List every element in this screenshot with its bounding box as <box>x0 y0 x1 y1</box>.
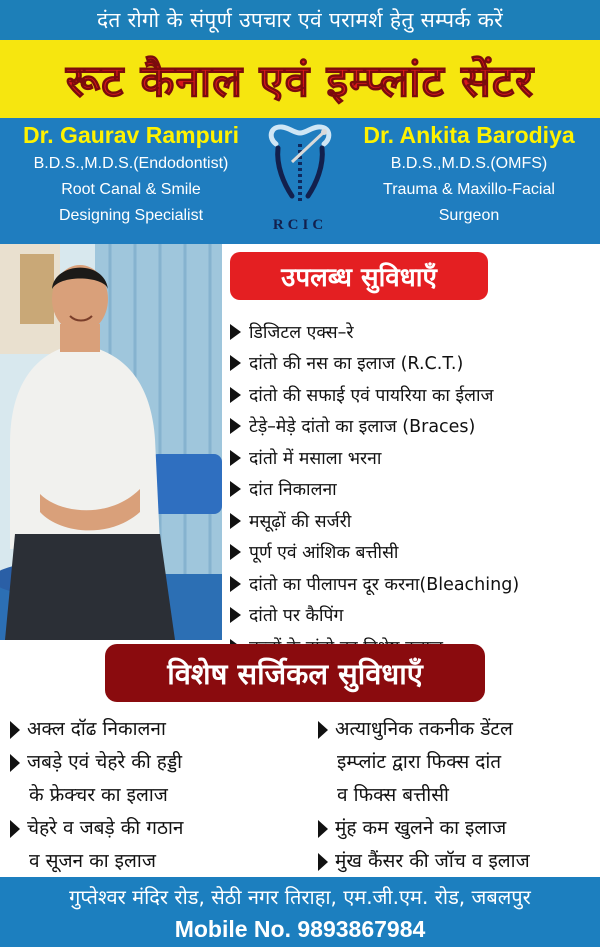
facility-item <box>230 316 519 348</box>
tooth-logo-icon <box>262 122 338 218</box>
doctor-name: Dr. Ankita Barodiya <box>363 122 575 148</box>
clinic-name: रूट कैनाल एवं इम्प्लांट सेंटर <box>65 56 535 107</box>
surgical-item <box>10 713 183 746</box>
mobile-number: Mobile No. 9893867984 <box>174 916 426 942</box>
surgical-list-left <box>10 713 183 878</box>
bullet-triangle-icon <box>230 450 241 466</box>
facility-item <box>230 537 519 569</box>
facility-item <box>230 505 519 537</box>
facility-item <box>230 442 519 474</box>
bullet-triangle-icon <box>318 721 328 739</box>
facility-text: मसूढ़ों की सर्जरी <box>249 511 352 532</box>
surgical-text: मुंख कैंसर की जॉच व इलाज <box>335 850 530 872</box>
address: गुप्तेश्वर मंदिर रोड, सेठी नगर तिराहा, एम.जी.एम. रोड, जबलपुर <box>69 885 531 909</box>
doctor-card-left <box>0 122 262 229</box>
facility-item <box>230 474 519 506</box>
surgical-item <box>318 845 530 878</box>
bullet-triangle-icon <box>230 324 241 340</box>
facilities-panel <box>222 244 600 640</box>
facility-text: दांतो की सफाई एवं पायरिया का ईलाज <box>249 385 494 406</box>
surgical-list-right <box>318 713 530 878</box>
surgical-text: व सूजन का इलाज <box>29 850 156 872</box>
surgical-text: अक्ल दॉढ निकालना <box>27 718 166 740</box>
surgical-text: मुंह कम खुलने का इलाज <box>335 817 507 839</box>
bullet-triangle-icon <box>230 576 241 592</box>
bullet-triangle-icon <box>10 721 20 739</box>
footer <box>0 877 600 947</box>
bullet-triangle-icon <box>10 754 20 772</box>
bullet-triangle-icon <box>230 387 241 403</box>
doctor-name: Dr. Gaurav Rampuri <box>22 122 240 148</box>
facility-item <box>230 568 519 600</box>
facility-text: दांतो की नस का इलाज (R.C.T.) <box>249 354 464 375</box>
surgical-item-continued <box>318 779 530 812</box>
facility-text: डिजिटल एक्स–रे <box>249 322 354 343</box>
doctor-qualification: B.D.S.,M.D.S.(OMFS) <box>390 155 548 172</box>
surgical-item <box>10 746 183 779</box>
facility-text: टेड़े–मेड़े दांतो का इलाज (Braces) <box>249 417 476 438</box>
bullet-triangle-icon <box>318 820 328 838</box>
surgical-item <box>10 812 183 845</box>
facility-item <box>230 379 519 411</box>
bullet-triangle-icon <box>230 607 241 623</box>
surgical-item-continued <box>10 845 183 878</box>
surgical-item-continued <box>10 779 183 812</box>
doctor-band <box>0 118 600 244</box>
facilities-list <box>230 316 519 663</box>
logo-text: RCIC <box>272 217 328 233</box>
facility-item <box>230 348 519 380</box>
facility-item <box>230 600 519 632</box>
surgical-text: इम्प्लांट द्वारा फिक्स दांत <box>337 751 502 773</box>
surgical-item <box>318 812 530 845</box>
surgical-item-continued <box>318 746 530 779</box>
facility-text: दांत निकालना <box>249 480 337 501</box>
surgical-text: व फिक्स बत्तीसी <box>337 784 449 806</box>
surgical-text: चेहरे व जबड़े की गठान <box>27 817 184 839</box>
bullet-triangle-icon <box>230 481 241 497</box>
clinic-logo <box>262 122 338 240</box>
surgical-item <box>318 713 530 746</box>
bullet-triangle-icon <box>230 355 241 371</box>
facility-item <box>230 411 519 443</box>
facility-text: पूर्ण एवं आंशिक बत्तीसी <box>249 543 399 564</box>
bullet-triangle-icon <box>318 853 328 871</box>
doctor-specialty: Surgeon <box>438 207 500 224</box>
surgical-text: के फ्रेक्चर का इलाज <box>29 784 168 806</box>
facilities-heading: उपलब्ध सुविधाएँ <box>230 252 488 300</box>
surgical-text: जबड़े एवं चेहरे की हड्डी <box>27 751 183 773</box>
doctor-card-right <box>338 122 600 229</box>
facility-text: दांतो पर कैपिंग <box>249 606 344 627</box>
bullet-triangle-icon <box>230 418 241 434</box>
doctor-photo <box>0 244 222 640</box>
surgical-heading: विशेष सर्जिकल सुविधाएँ <box>105 644 485 702</box>
surgical-text: अत्याधुनिक तकनीक डेंटल <box>335 718 513 740</box>
doctor-specialty: Root Canal & Smile <box>61 181 201 198</box>
doctor-qualification: B.D.S.,M.D.S.(Endodontist) <box>33 155 229 172</box>
bullet-triangle-icon <box>230 544 241 560</box>
doctor-specialty: Trauma & Maxillo-Facial <box>383 181 555 198</box>
bullet-triangle-icon <box>10 820 20 838</box>
facility-text: दांतो का पीलापन दूर करना(Bleaching) <box>249 574 520 595</box>
tagline-text: दंत रोगो के संपूर्ण उपचार एवं परामर्श हेतु सम्पर्क करें <box>96 8 504 32</box>
doctor-specialty: Designing Specialist <box>58 207 204 224</box>
facility-text: दांतो में मसाला भरना <box>249 448 382 469</box>
clinic-title-band <box>0 40 600 118</box>
tagline-bar <box>0 0 600 40</box>
bullet-triangle-icon <box>230 513 241 529</box>
